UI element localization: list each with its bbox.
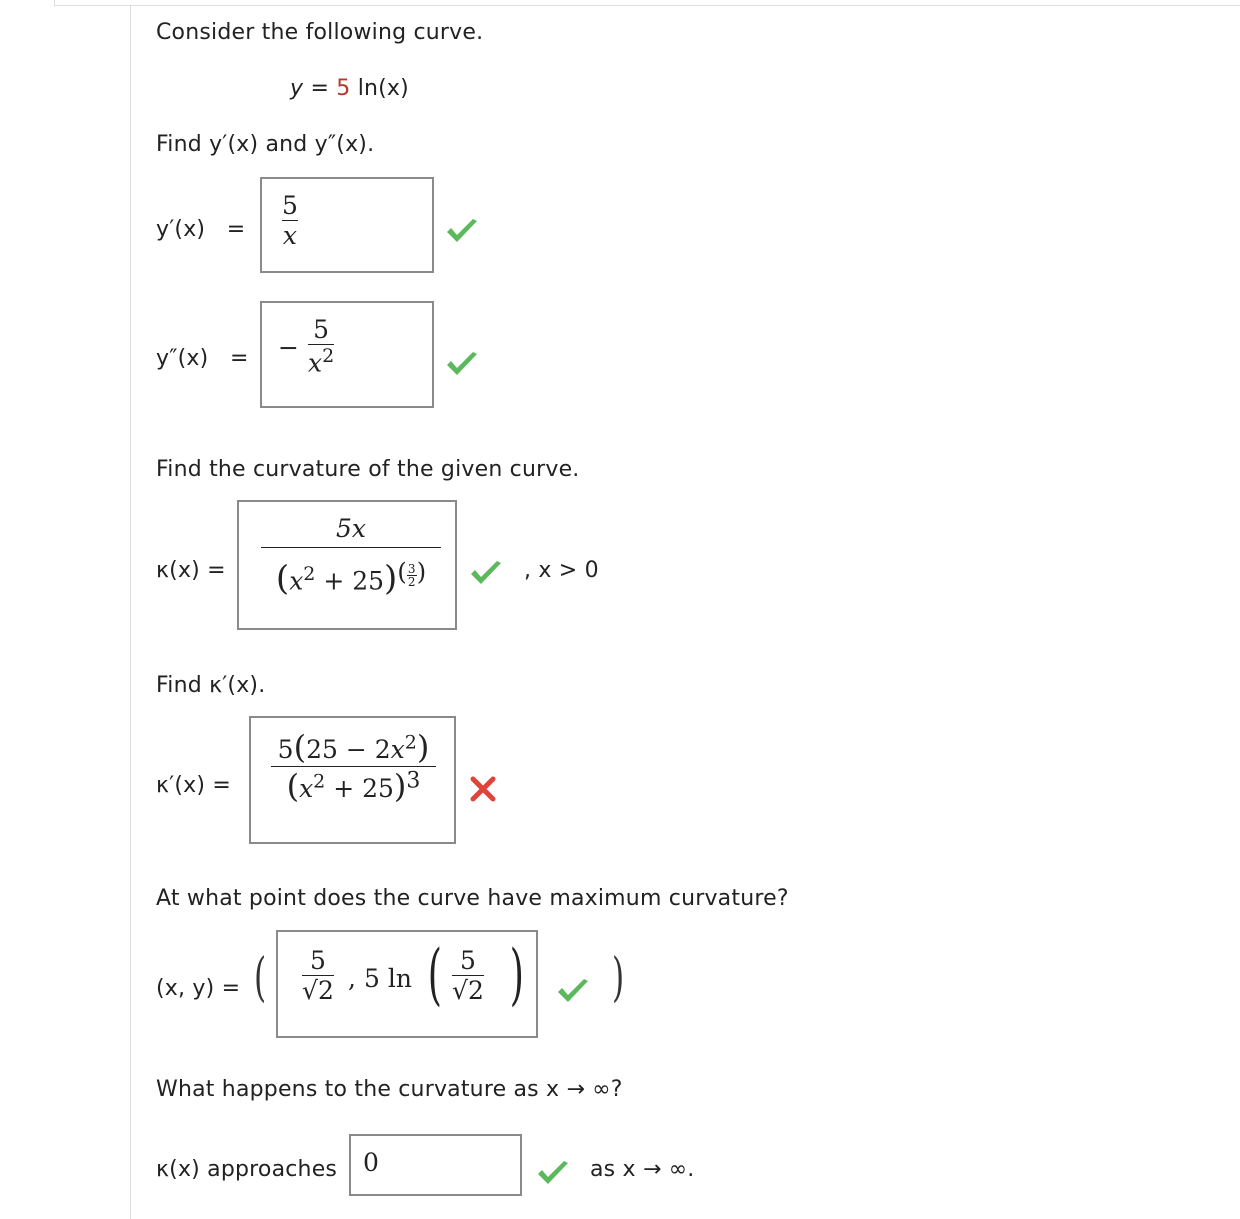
kappa-prime-fraction: $5(25 - 2x^2)$ $(x^2 + 25)^3$ <box>271 728 436 805</box>
yprime-answer-box[interactable] <box>260 177 434 273</box>
point-y-coef: 5 ln <box>364 964 412 993</box>
prompt-max-curvature: At what point does the curve have maximum curvature? <box>156 886 789 911</box>
prompt-derivatives: Find y′(x) and y″(x). <box>156 132 375 157</box>
point-y-fraction: 5 √2 <box>452 946 484 1005</box>
kappa-answer-box[interactable] <box>237 500 457 630</box>
correct-check-icon <box>469 560 503 586</box>
limit-value: 0 <box>363 1148 379 1177</box>
open-paren: ( <box>254 948 267 1008</box>
point-x-fraction: 5 √2 <box>302 946 334 1005</box>
ydouble-fraction: 5 $x^2$ <box>308 315 335 378</box>
correct-check-icon <box>445 218 479 244</box>
yprime-label: y′(x) = <box>156 217 246 242</box>
intro-text: Consider the following curve. <box>156 20 484 45</box>
ydouble-label: y″(x) = <box>156 346 249 371</box>
minus-sign: − <box>278 333 299 362</box>
top-divider <box>54 0 1240 6</box>
kappa-prime-answer-box[interactable] <box>249 716 456 844</box>
limit-suffix: as x → ∞. <box>590 1157 695 1182</box>
ydouble-answer-box[interactable] <box>260 301 434 408</box>
point-separator: , <box>348 964 356 993</box>
incorrect-x-icon <box>470 776 496 802</box>
point-label: (x, y) = <box>156 976 241 1001</box>
prompt-kappa-prime: Find κ′(x). <box>156 673 266 698</box>
limit-answer-box[interactable] <box>349 1134 522 1196</box>
yprime-fraction: 5 x <box>282 191 298 250</box>
close-paren: ) <box>612 948 625 1008</box>
prompt-curvature: Find the curvature of the given curve. <box>156 457 580 482</box>
curve-equation: y = 5 ln(x) <box>290 76 409 101</box>
left-divider <box>130 6 131 1219</box>
approaches-label: κ(x) approaches <box>156 1157 338 1182</box>
correct-check-icon <box>445 351 479 377</box>
point-answer-box[interactable]: 5 √2 , 5 ln ( 5 √2 ) <box>276 930 538 1038</box>
prompt-limit: What happens to the curvature as x → ∞? <box>156 1077 623 1102</box>
correct-check-icon <box>536 1160 570 1186</box>
correct-check-icon <box>556 978 590 1004</box>
kappa-prime-label: κ′(x) = <box>156 773 231 798</box>
kappa-fraction: 5x $(x^2 + 25)^{( \frac{3}{2} )}$ <box>261 514 441 598</box>
domain-note: , x > 0 <box>524 558 599 583</box>
kappa-label: κ(x) = <box>156 558 226 583</box>
